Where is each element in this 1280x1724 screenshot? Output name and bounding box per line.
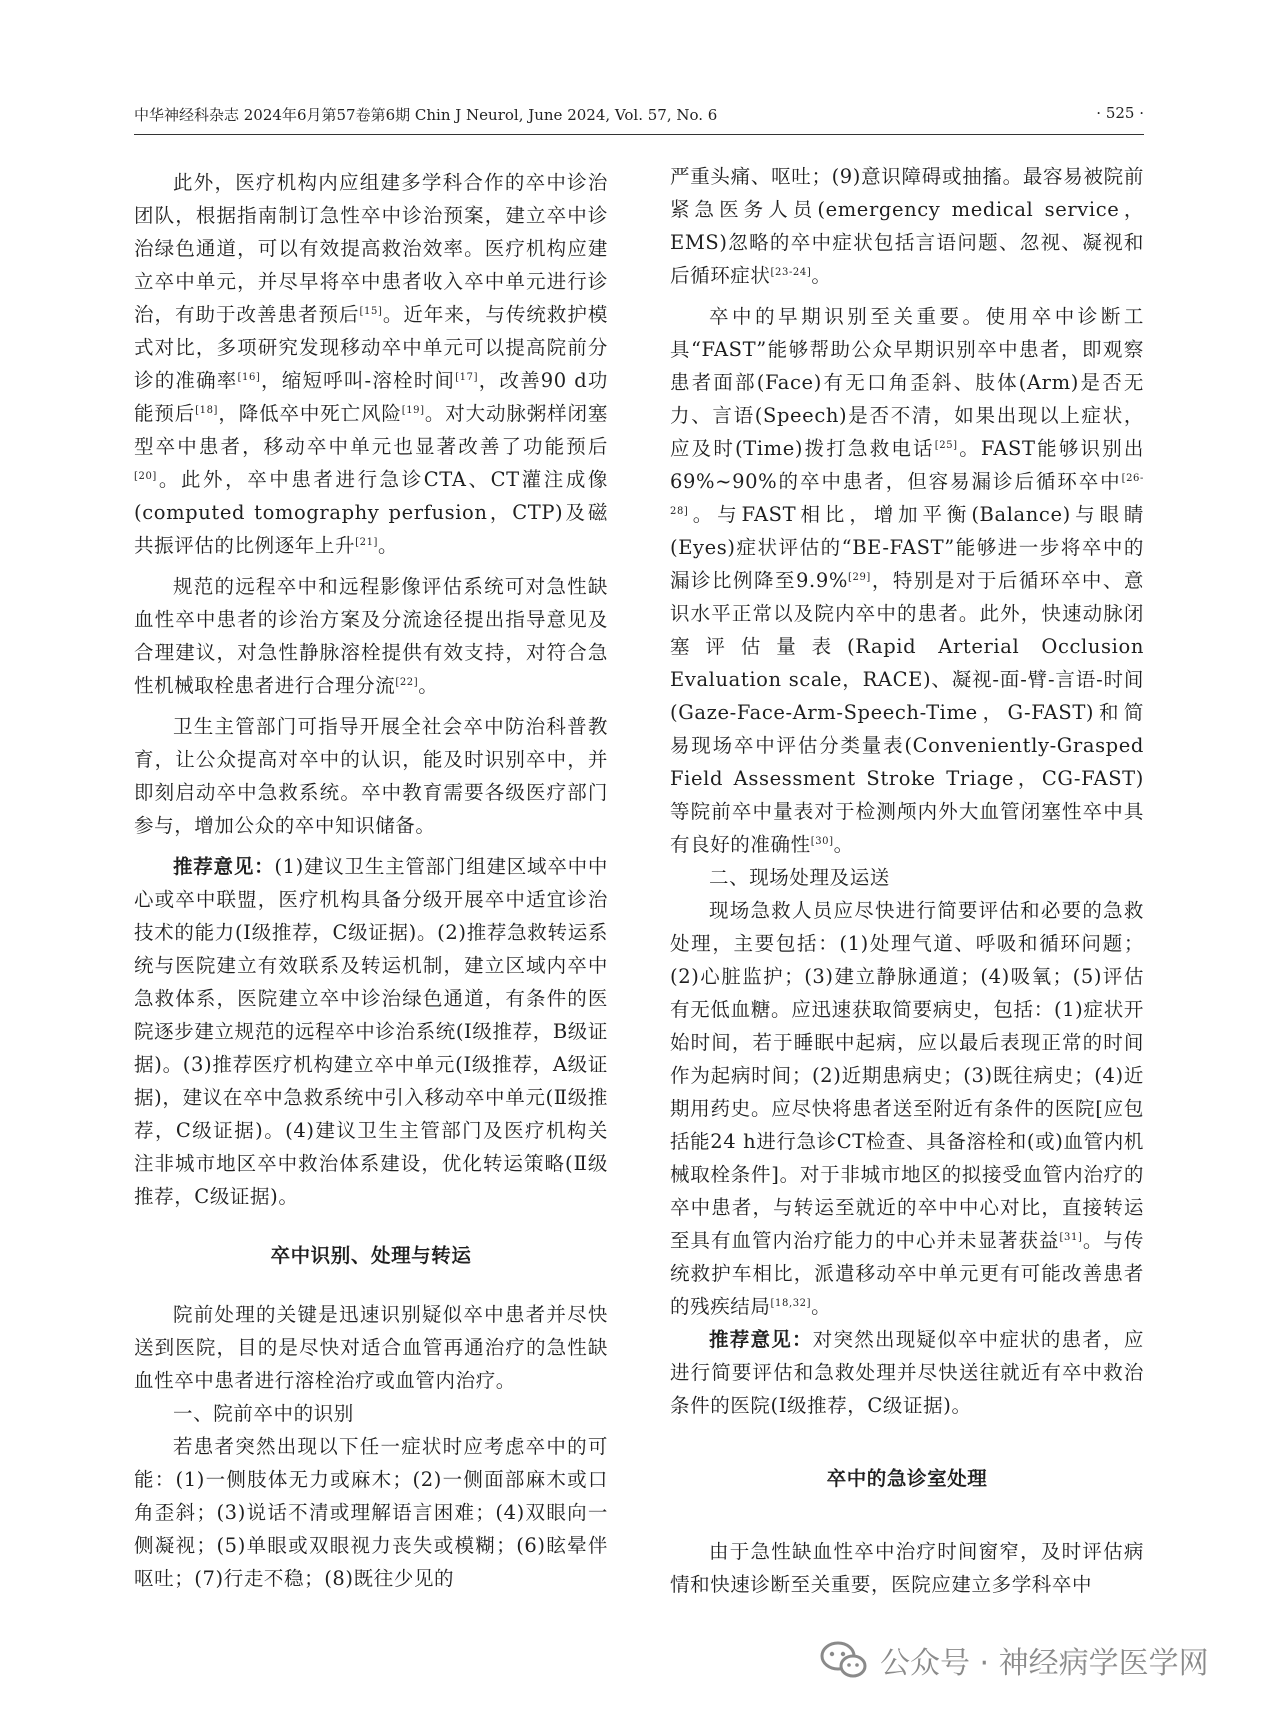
- paragraph: 卒中的早期识别至关重要。使用卒中诊断工具“FAST”能够帮助公众早期识别卒中患者，即观察患者面部(Face)有无口角歪斜、肢体(Arm)是否无力、言语(Speech)是否不清，如果出现以上症状，应及时(Time)拨打急救电话[25]。FAST能够识别出69%~90%的卒中患者，但容易漏诊后循环卒中[26-28]。与FAST相比，增加平衡(Balance)与眼睛(Eyes)症状评估的“BE-FAST”能够进一步将卒中的漏诊比例降至9.9%[29]，特别是对于后循环卒中、意识水平正常以及院内卒中的患者。此外，快速动脉闭塞评估量表(Rapid Arterial Occlusion Evaluation scale，RACE)、凝视-面-臂-言语-时间(Gaze-Face-Arm-Speech-Time，G-FAST)和简易现场卒中评估分类量表(Conveniently-Grasped Field Assessment Stroke Triage，CG-FAST)等院前卒中量表对于检测颅内外大血管闭塞性卒中具有良好的准确性[30]。: [670, 305, 1144, 856]
- recommendation: 推荐意见：对突然出现疑似卒中症状的患者，应进行简要评估和急救处理并尽快送往就近有卒中救治条件的医院(Ⅰ级推荐，C级证据)。: [670, 1328, 1144, 1417]
- citation: [18]: [195, 405, 219, 416]
- section-title: 卒中的急诊室处理: [826, 1467, 988, 1490]
- paragraph: 院前处理的关键是迅速识别疑似卒中患者并尽快送到医院，目的是尽快对适合血管再通治疗的急性缺血性卒中患者进行溶栓治疗或血管内治疗。: [134, 1303, 608, 1392]
- journal-citation: 中华神经科杂志 2024年6月第57卷第6期 Chin J Neurol, June 2024, Vol. 57, No. 6: [134, 106, 718, 124]
- paragraph: 规范的远程卒中和远程影像评估系统可对急性缺血性卒中患者的诊治方案及分流途径提出指导意见及合理建议，对急性静脉溶栓提供有效支持，对符合急性机械取栓患者进行合理分流[22]。: [134, 575, 608, 697]
- paragraph: 由于急性缺血性卒中治疗时间窗窄，及时评估病情和快速诊断至关重要，医院应建立多学科卒中: [670, 1540, 1144, 1596]
- citation: [26-28]: [670, 473, 1144, 517]
- recommendation-label: 推荐意见：: [173, 855, 275, 878]
- citation: [29]: [847, 572, 871, 583]
- header-rule: [134, 134, 1144, 135]
- citation: [25]: [934, 440, 958, 451]
- page-number: · 525 ·: [1096, 104, 1144, 122]
- citation: [20]: [134, 471, 157, 482]
- citation: [31]: [1059, 1232, 1083, 1243]
- wechat-icon: [820, 1640, 868, 1680]
- watermark-text: 公众号 · 神经病学医学网: [880, 1646, 1209, 1681]
- left-column: [134, 166, 608, 1595]
- subsection-heading: 一、院前卒中的识别: [173, 1402, 354, 1425]
- recommendation: 推荐意见：(1)建议卫生主管部门组建区域卒中中心或卒中联盟，医疗机构具备分级开展卒中适宜诊治技术的能力(Ⅰ级推荐，C级证据)。(2)推荐急救转运系统与医院建立有效联系及转运机制，建立区域内卒中急救体系，医院建立卒中诊治绿色通道，有条件的医院逐步建立规范的远程卒中诊治系统(Ⅰ级推荐，B级证据)。(3)推荐医疗机构建立卒中单元(Ⅰ级推荐，A级证据)，建议在卒中急救系统中引入移动卒中单元(Ⅱ级推荐，C级证据)。(4)建议卫生主管部门及医疗机构关注非城市地区卒中救治体系建设，优化转运策略(Ⅱ级推荐，C级证据)。: [134, 855, 608, 1208]
- subsection-heading: 二、现场处理及运送: [709, 866, 890, 889]
- right-column: [670, 160, 1144, 1601]
- citation: [15]: [359, 306, 383, 317]
- citation: [22]: [395, 677, 419, 688]
- paragraph: 严重头痛、呕吐；(9)意识障碍或抽搐。最容易被院前紧急医务人员(emergency medical service，EMS)忽略的卒中症状包括言语问题、忽视、凝视和后循环症状[23-24]。: [670, 165, 1144, 287]
- watermark: [820, 1635, 1209, 1685]
- citation: [21]: [355, 537, 379, 548]
- running-header: [134, 104, 1144, 132]
- paragraph: 若患者突然出现以下任一症状时应考虑卒中的可能：(1)一侧肢体无力或麻木；(2)一侧面部麻木或口角歪斜；(3)说话不清或理解语言困难；(4)双眼向一侧凝视；(5)单眼或双眼视力丧失或模糊；(6)眩晕伴呕吐；(7)行走不稳；(8)既往少见的: [134, 1435, 608, 1590]
- recommendation-label: 推荐意见：: [709, 1328, 813, 1351]
- paragraph: 现场急救人员应尽快进行简要评估和必要的急救处理，主要包括：(1)处理气道、呼吸和循环问题；(2)心脏监护；(3)建立静脉通道；(4)吸氧；(5)评估有无低血糖。应迅速获取简要病史，包括：(1)症状开始时间，若于睡眠中起病，应以最后表现正常的时间作为起病时间；(2)近期患病史；(3)既往病史；(4)近期用药史。应尽快将患者送至附近有条件的医院[应包括能24 h进行急诊CT检查、具备溶栓和(或)血管内机械取栓条件]。对于非城市地区的拟接受血管内治疗的卒中患者，与转运至就近的卒中中心对比，直接转运至具有血管内治疗能力的中心并未显著获益[31]。与传统救护车相比，派遣移动卒中单元更有可能改善患者的残疾结局[18,32]。: [670, 899, 1144, 1318]
- citation: [19]: [401, 405, 425, 416]
- citation: [17]: [455, 372, 479, 383]
- citation: [30]: [810, 836, 834, 847]
- paragraph: 卫生主管部门可指导开展全社会卒中防治科普教育，让公众提高对卒中的认识，能及时识别卒中，并即刻启动卒中急救系统。卒中教育需要各级医疗部门参与，增加公众的卒中知识储备。: [134, 715, 608, 837]
- citation: [23-24]: [770, 267, 812, 278]
- section-title: 卒中识别、处理与转运: [270, 1244, 472, 1267]
- citation: [16]: [237, 372, 261, 383]
- paragraph: 此外，医疗机构内应组建多学科合作的卒中诊治团队，根据指南制订急性卒中诊治预案，建立卒中诊治绿色通道，可以有效提高救治效率。医疗机构应建立卒中单元，并尽早将卒中患者收入卒中单元进行诊治，有助于改善患者预后[15]。近年来，与传统救护模式对比，多项研究发现移动卒中单元可以提高院前分诊的准确率[16]，缩短呼叫-溶栓时间[17]，改善90 d功能预后[18]，降低卒中死亡风险[19]。对大动脉粥样闭塞型卒中患者，移动卒中单元也显著改善了功能预后[20]。此外，卒中患者进行急诊CTA、CT灌注成像(computed tomography perfusion，CTP)及磁共振评估的比例逐年上升[21]。: [134, 171, 608, 557]
- citation: [18,32]: [770, 1298, 812, 1309]
